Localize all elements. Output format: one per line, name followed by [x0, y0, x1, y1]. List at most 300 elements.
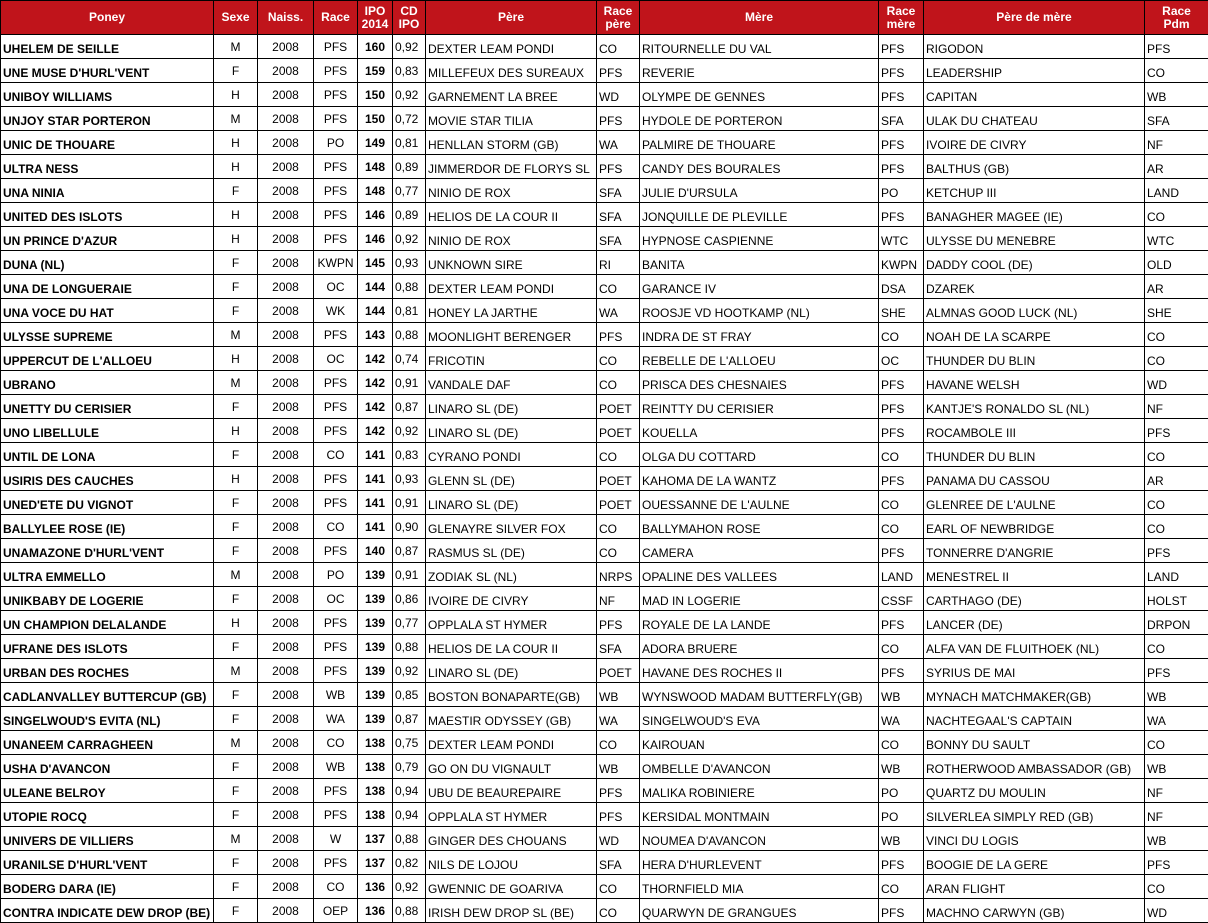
cell-pere-de-mere: LEADERSHIP: [924, 59, 1145, 83]
cell-mere: SINGELWOUD'S EVA: [640, 707, 879, 731]
cell-race-mere: PFS: [879, 203, 924, 227]
cell-race-pere: SFA: [597, 179, 640, 203]
cell-cd-ipo: 0,94: [393, 779, 426, 803]
cell-race-mere: PFS: [879, 419, 924, 443]
cell-race-mere: KWPN: [879, 251, 924, 275]
cell-race-pdm: AR: [1145, 275, 1208, 299]
cell-sexe: H: [214, 347, 258, 371]
cell-ipo: 149: [358, 131, 393, 155]
cell-ipo: 142: [358, 371, 393, 395]
cell-pere-de-mere: ALMNAS GOOD LUCK (NL): [924, 299, 1145, 323]
cell-race-pdm: NF: [1145, 131, 1208, 155]
cell-pere: GLENN SL (DE): [426, 467, 597, 491]
cell-naiss: 2008: [258, 371, 314, 395]
header-pere: Père: [426, 1, 597, 35]
cell-poney: UHELEM DE SEILLE: [1, 35, 214, 59]
cell-mere: OMBELLE D'AVANCON: [640, 755, 879, 779]
cell-pere: JIMMERDOR DE FLORYS SL: [426, 155, 597, 179]
cell-naiss: 2008: [258, 155, 314, 179]
cell-race: PFS: [314, 371, 358, 395]
cell-pere: LINARO SL (DE): [426, 659, 597, 683]
cell-race-pdm: CO: [1145, 347, 1208, 371]
cell-naiss: 2008: [258, 779, 314, 803]
cell-sexe: M: [214, 659, 258, 683]
cell-ipo: 150: [358, 83, 393, 107]
cell-pere-de-mere: ROCAMBOLE III: [924, 419, 1145, 443]
cell-race-pere: CO: [597, 371, 640, 395]
header-race-pere: Race père: [597, 1, 640, 35]
cell-race-pdm: DRPON: [1145, 611, 1208, 635]
cell-ipo: 138: [358, 731, 393, 755]
cell-race-pere: NRPS: [597, 563, 640, 587]
cell-sexe: H: [214, 131, 258, 155]
cell-poney: BODERG DARA (IE): [1, 875, 214, 899]
cell-race: PFS: [314, 803, 358, 827]
cell-race-pdm: WB: [1145, 755, 1208, 779]
header-poney: Poney: [1, 1, 214, 35]
cell-sexe: F: [214, 779, 258, 803]
cell-race-mere: SFA: [879, 107, 924, 131]
cell-race: PFS: [314, 323, 358, 347]
table-row: [1, 371, 1208, 395]
cell-race: CO: [314, 443, 358, 467]
cell-race-mere: PFS: [879, 83, 924, 107]
cell-pere: GLENAYRE SILVER FOX: [426, 515, 597, 539]
cell-naiss: 2008: [258, 203, 314, 227]
cell-cd-ipo: 0,87: [393, 707, 426, 731]
cell-cd-ipo: 0,82: [393, 851, 426, 875]
cell-sexe: H: [214, 83, 258, 107]
cell-race-pere: PFS: [597, 779, 640, 803]
cell-race-pere: PFS: [597, 155, 640, 179]
cell-cd-ipo: 0,79: [393, 755, 426, 779]
cell-race-mere: DSA: [879, 275, 924, 299]
cell-sexe: F: [214, 803, 258, 827]
cell-pere-de-mere: LANCER (DE): [924, 611, 1145, 635]
cell-sexe: F: [214, 635, 258, 659]
cell-poney: UNIC DE THOUARE: [1, 131, 214, 155]
cell-race-pere: POET: [597, 395, 640, 419]
cell-poney: USIRIS DES CAUCHES: [1, 467, 214, 491]
table-row: [1, 563, 1208, 587]
cell-race-pere: SFA: [597, 227, 640, 251]
cell-race-mere: CO: [879, 323, 924, 347]
cell-sexe: F: [214, 755, 258, 779]
cell-sexe: H: [214, 227, 258, 251]
cell-naiss: 2008: [258, 539, 314, 563]
cell-ipo: 148: [358, 179, 393, 203]
cell-ipo: 148: [358, 155, 393, 179]
cell-race-mere: WB: [879, 683, 924, 707]
cell-race-mere: CO: [879, 515, 924, 539]
cell-race-pdm: CO: [1145, 491, 1208, 515]
cell-race-pere: PFS: [597, 59, 640, 83]
cell-cd-ipo: 0,92: [393, 659, 426, 683]
cell-pere: DEXTER LEAM PONDI: [426, 275, 597, 299]
cell-sexe: F: [214, 875, 258, 899]
cell-sexe: F: [214, 59, 258, 83]
cell-ipo: 159: [358, 59, 393, 83]
cell-pere-de-mere: GLENREE DE L'AULNE: [924, 491, 1145, 515]
cell-pere: LINARO SL (DE): [426, 419, 597, 443]
cell-mere: OUESSANNE DE L'AULNE: [640, 491, 879, 515]
cell-race-pere: CO: [597, 443, 640, 467]
table-body: [1, 35, 1208, 923]
cell-race-pdm: WTC: [1145, 227, 1208, 251]
cell-pere-de-mere: KANTJE'S RONALDO SL (NL): [924, 395, 1145, 419]
cell-sexe: M: [214, 107, 258, 131]
cell-race-pdm: NF: [1145, 779, 1208, 803]
cell-race-pere: PFS: [597, 803, 640, 827]
cell-race-pdm: HOLST: [1145, 587, 1208, 611]
cell-pere-de-mere: IVOIRE DE CIVRY: [924, 131, 1145, 155]
cell-sexe: H: [214, 203, 258, 227]
cell-pere: VANDALE DAF: [426, 371, 597, 395]
cell-mere: QUARWYN DE GRANGUES: [640, 899, 879, 923]
cell-naiss: 2008: [258, 875, 314, 899]
cell-cd-ipo: 0,86: [393, 587, 426, 611]
cell-race-pere: CO: [597, 899, 640, 923]
cell-ipo: 139: [358, 683, 393, 707]
cell-race-mere: PO: [879, 179, 924, 203]
cell-race-pere: SFA: [597, 203, 640, 227]
table-row: [1, 731, 1208, 755]
table-row: [1, 851, 1208, 875]
cell-pere-de-mere: VINCI DU LOGIS: [924, 827, 1145, 851]
table-row: [1, 755, 1208, 779]
cell-pere: GO ON DU VIGNAULT: [426, 755, 597, 779]
cell-sexe: F: [214, 443, 258, 467]
cell-race-mere: PFS: [879, 467, 924, 491]
cell-race-pdm: PFS: [1145, 419, 1208, 443]
cell-pere: GINGER DES CHOUANS: [426, 827, 597, 851]
cell-poney: UTOPIE ROCQ: [1, 803, 214, 827]
table-row: [1, 491, 1208, 515]
cell-race: PFS: [314, 467, 358, 491]
cell-race: W: [314, 827, 358, 851]
cell-race-pere: RI: [597, 251, 640, 275]
cell-race-mere: SHE: [879, 299, 924, 323]
table-row: [1, 323, 1208, 347]
cell-race-pdm: WB: [1145, 83, 1208, 107]
cell-pere: NINIO DE ROX: [426, 179, 597, 203]
cell-mere: CAMERA: [640, 539, 879, 563]
cell-cd-ipo: 0,88: [393, 899, 426, 923]
cell-ipo: 139: [358, 563, 393, 587]
cell-ipo: 139: [358, 611, 393, 635]
cell-sexe: M: [214, 563, 258, 587]
cell-ipo: 136: [358, 875, 393, 899]
cell-sexe: F: [214, 179, 258, 203]
cell-pere: HELIOS DE LA COUR II: [426, 203, 597, 227]
cell-ipo: 138: [358, 779, 393, 803]
cell-mere: HERA D'HURLEVENT: [640, 851, 879, 875]
cell-race: PFS: [314, 539, 358, 563]
cell-race-pdm: PFS: [1145, 539, 1208, 563]
table-row: [1, 299, 1208, 323]
table-row: [1, 179, 1208, 203]
cell-race: PFS: [314, 203, 358, 227]
cell-pere: DEXTER LEAM PONDI: [426, 35, 597, 59]
cell-race-pere: CO: [597, 731, 640, 755]
header-pere-de-mere: Père de mère: [924, 1, 1145, 35]
cell-cd-ipo: 0,91: [393, 371, 426, 395]
cell-pere: GARNEMENT LA BREE: [426, 83, 597, 107]
cell-mere: BANITA: [640, 251, 879, 275]
cell-race: PFS: [314, 83, 358, 107]
cell-naiss: 2008: [258, 35, 314, 59]
cell-race-pere: CO: [597, 347, 640, 371]
cell-naiss: 2008: [258, 611, 314, 635]
cell-cd-ipo: 0,92: [393, 875, 426, 899]
cell-pere-de-mere: SYRIUS DE MAI: [924, 659, 1145, 683]
cell-race-pdm: NF: [1145, 803, 1208, 827]
cell-cd-ipo: 0,75: [393, 731, 426, 755]
cell-mere: WYNSWOOD MADAM BUTTERFLY(GB): [640, 683, 879, 707]
cell-cd-ipo: 0,74: [393, 347, 426, 371]
cell-naiss: 2008: [258, 131, 314, 155]
cell-pere-de-mere: CARTHAGO (DE): [924, 587, 1145, 611]
cell-poney: UBRANO: [1, 371, 214, 395]
cell-race-pere: CO: [597, 875, 640, 899]
cell-race: PO: [314, 131, 358, 155]
cell-ipo: 139: [358, 635, 393, 659]
cell-pere: OPPLALA ST HYMER: [426, 803, 597, 827]
table-row: [1, 107, 1208, 131]
cell-poney: UNA NINIA: [1, 179, 214, 203]
cell-race-mere: WB: [879, 827, 924, 851]
cell-poney: UNJOY STAR PORTERON: [1, 107, 214, 131]
cell-ipo: 146: [358, 227, 393, 251]
cell-ipo: 146: [358, 203, 393, 227]
cell-mere: JULIE D'URSULA: [640, 179, 879, 203]
cell-race-mere: PO: [879, 779, 924, 803]
table-row: [1, 59, 1208, 83]
cell-race-pdm: CO: [1145, 443, 1208, 467]
cell-race-pdm: CO: [1145, 59, 1208, 83]
cell-poney: UNED'ETE DU VIGNOT: [1, 491, 214, 515]
cell-pere: OPPLALA ST HYMER: [426, 611, 597, 635]
cell-naiss: 2008: [258, 851, 314, 875]
table-row: [1, 899, 1208, 923]
cell-race: OC: [314, 587, 358, 611]
cell-race-pdm: PFS: [1145, 851, 1208, 875]
cell-mere: PRISCA DES CHESNAIES: [640, 371, 879, 395]
cell-race-pere: CO: [597, 35, 640, 59]
cell-ipo: 160: [358, 35, 393, 59]
cell-cd-ipo: 0,94: [393, 803, 426, 827]
cell-sexe: F: [214, 707, 258, 731]
cell-poney: ULTRA NESS: [1, 155, 214, 179]
cell-cd-ipo: 0,92: [393, 419, 426, 443]
cell-naiss: 2008: [258, 179, 314, 203]
cell-poney: UN PRINCE D'AZUR: [1, 227, 214, 251]
cell-race-pere: WB: [597, 683, 640, 707]
cell-mere: KERSIDAL MONTMAIN: [640, 803, 879, 827]
cell-pere-de-mere: BALTHUS (GB): [924, 155, 1145, 179]
cell-naiss: 2008: [258, 899, 314, 923]
cell-mere: REVERIE: [640, 59, 879, 83]
cell-race-mere: PFS: [879, 899, 924, 923]
cell-pere: LINARO SL (DE): [426, 491, 597, 515]
cell-cd-ipo: 0,72: [393, 107, 426, 131]
cell-cd-ipo: 0,90: [393, 515, 426, 539]
cell-pere: DEXTER LEAM PONDI: [426, 731, 597, 755]
cell-pere-de-mere: HAVANE WELSH: [924, 371, 1145, 395]
cell-race: PO: [314, 563, 358, 587]
cell-pere-de-mere: MENESTREL II: [924, 563, 1145, 587]
cell-race-mere: LAND: [879, 563, 924, 587]
cell-pere-de-mere: BANAGHER MAGEE (IE): [924, 203, 1145, 227]
cell-race-mere: PFS: [879, 539, 924, 563]
cell-race: PFS: [314, 107, 358, 131]
cell-race-pere: WA: [597, 299, 640, 323]
cell-race-pdm: WA: [1145, 707, 1208, 731]
cell-pere-de-mere: NACHTEGAAL'S CAPTAIN: [924, 707, 1145, 731]
cell-poney: URANILSE D'HURL'VENT: [1, 851, 214, 875]
cell-race: OC: [314, 275, 358, 299]
cell-sexe: M: [214, 323, 258, 347]
cell-naiss: 2008: [258, 563, 314, 587]
cell-ipo: 141: [358, 443, 393, 467]
cell-pere: NILS DE LOJOU: [426, 851, 597, 875]
cell-race-pere: CO: [597, 515, 640, 539]
cell-pere: MILLEFEUX DES SUREAUX: [426, 59, 597, 83]
cell-race-pdm: CO: [1145, 875, 1208, 899]
cell-race-mere: PFS: [879, 35, 924, 59]
cell-naiss: 2008: [258, 83, 314, 107]
cell-naiss: 2008: [258, 251, 314, 275]
cell-race-pdm: AR: [1145, 155, 1208, 179]
cell-pere-de-mere: ULAK DU CHATEAU: [924, 107, 1145, 131]
cell-poney: DUNA (NL): [1, 251, 214, 275]
cell-poney: CONTRA INDICATE DEW DROP (BE): [1, 899, 214, 923]
cell-race: CO: [314, 515, 358, 539]
cell-race: PFS: [314, 395, 358, 419]
cell-race-pdm: SFA: [1145, 107, 1208, 131]
cell-race-pere: POET: [597, 419, 640, 443]
cell-race: PFS: [314, 227, 358, 251]
cell-cd-ipo: 0,83: [393, 443, 426, 467]
cell-sexe: F: [214, 899, 258, 923]
table-row: [1, 227, 1208, 251]
cell-race-pdm: WB: [1145, 683, 1208, 707]
cell-mere: MAD IN LOGERIE: [640, 587, 879, 611]
cell-cd-ipo: 0,93: [393, 251, 426, 275]
cell-pere: GWENNIC DE GOARIVA: [426, 875, 597, 899]
cell-sexe: M: [214, 371, 258, 395]
cell-sexe: F: [214, 683, 258, 707]
cell-pere-de-mere: THUNDER DU BLIN: [924, 443, 1145, 467]
cell-race-pere: POET: [597, 467, 640, 491]
header-race: Race: [314, 1, 358, 35]
table-row: [1, 875, 1208, 899]
cell-sexe: F: [214, 587, 258, 611]
table-row: [1, 659, 1208, 683]
cell-race-pdm: PFS: [1145, 659, 1208, 683]
cell-cd-ipo: 0,77: [393, 179, 426, 203]
cell-race-pere: PFS: [597, 611, 640, 635]
cell-race-mere: WB: [879, 755, 924, 779]
cell-poney: SINGELWOUD'S EVITA (NL): [1, 707, 214, 731]
cell-race-pdm: NF: [1145, 395, 1208, 419]
cell-naiss: 2008: [258, 491, 314, 515]
cell-pere: IRISH DEW DROP SL (BE): [426, 899, 597, 923]
cell-pere-de-mere: ALFA VAN DE FLUITHOEK (NL): [924, 635, 1145, 659]
cell-race-pere: CO: [597, 539, 640, 563]
cell-sexe: F: [214, 515, 258, 539]
cell-race-mere: OC: [879, 347, 924, 371]
cell-ipo: 142: [358, 395, 393, 419]
cell-naiss: 2008: [258, 803, 314, 827]
header-mere: Mère: [640, 1, 879, 35]
cell-ipo: 142: [358, 347, 393, 371]
table-row: [1, 35, 1208, 59]
cell-poney: UNA VOCE DU HAT: [1, 299, 214, 323]
header-ipo: IPO 2014: [358, 1, 393, 35]
cell-naiss: 2008: [258, 707, 314, 731]
table-row: [1, 587, 1208, 611]
cell-cd-ipo: 0,81: [393, 299, 426, 323]
cell-ipo: 137: [358, 827, 393, 851]
cell-sexe: H: [214, 419, 258, 443]
cell-ipo: 138: [358, 755, 393, 779]
cell-ipo: 141: [358, 491, 393, 515]
cell-race-mere: PFS: [879, 371, 924, 395]
cell-sexe: H: [214, 155, 258, 179]
cell-mere: CANDY DES BOURALES: [640, 155, 879, 179]
cell-pere-de-mere: PANAMA DU CASSOU: [924, 467, 1145, 491]
cell-race-pere: WB: [597, 755, 640, 779]
cell-sexe: F: [214, 299, 258, 323]
header-naiss: Naiss.: [258, 1, 314, 35]
cell-poney: CADLANVALLEY BUTTERCUP (GB): [1, 683, 214, 707]
cell-mere: HYPNOSE CASPIENNE: [640, 227, 879, 251]
cell-naiss: 2008: [258, 635, 314, 659]
cell-race-pere: NF: [597, 587, 640, 611]
cell-poney: UNIVERS DE VILLIERS: [1, 827, 214, 851]
cell-race: PFS: [314, 59, 358, 83]
cell-cd-ipo: 0,77: [393, 611, 426, 635]
table-row: [1, 443, 1208, 467]
cell-race: WA: [314, 707, 358, 731]
cell-pere: CYRANO PONDI: [426, 443, 597, 467]
cell-race-mere: CO: [879, 875, 924, 899]
cell-cd-ipo: 0,88: [393, 827, 426, 851]
cell-ipo: 150: [358, 107, 393, 131]
cell-sexe: F: [214, 491, 258, 515]
table-row: [1, 419, 1208, 443]
cell-sexe: H: [214, 611, 258, 635]
cell-cd-ipo: 0,81: [393, 131, 426, 155]
cell-poney: URBAN DES ROCHES: [1, 659, 214, 683]
table-row: [1, 707, 1208, 731]
cell-mere: GARANCE IV: [640, 275, 879, 299]
cell-mere: ADORA BRUERE: [640, 635, 879, 659]
cell-pere-de-mere: BOOGIE DE LA GERE: [924, 851, 1145, 875]
cell-poney: UNTIL DE LONA: [1, 443, 214, 467]
cell-cd-ipo: 0,88: [393, 635, 426, 659]
cell-naiss: 2008: [258, 755, 314, 779]
cell-ipo: 143: [358, 323, 393, 347]
cell-sexe: M: [214, 35, 258, 59]
header-race-mere: Race mère: [879, 1, 924, 35]
cell-poney: ULEANE BELROY: [1, 779, 214, 803]
cell-race: PFS: [314, 35, 358, 59]
cell-poney: UNANEEM CARRAGHEEN: [1, 731, 214, 755]
cell-sexe: F: [214, 275, 258, 299]
cell-poney: UNO LIBELLULE: [1, 419, 214, 443]
